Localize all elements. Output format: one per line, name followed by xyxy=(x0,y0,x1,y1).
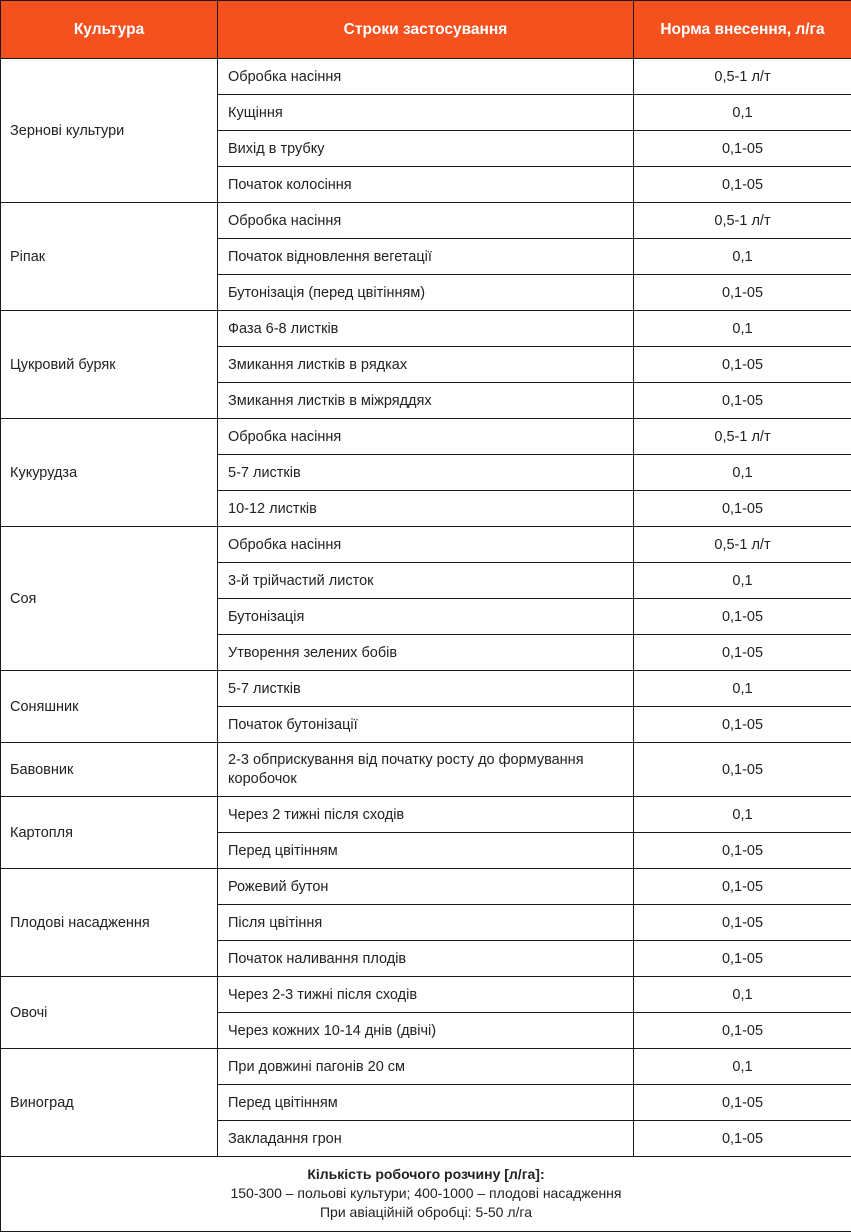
table-row xyxy=(1,797,851,833)
rate-cell: 0,1-05 xyxy=(634,131,851,167)
rate-cell: 0,1 xyxy=(634,455,851,491)
crop-cell: Картопля xyxy=(1,797,218,869)
rate-cell: 0,1 xyxy=(634,311,851,347)
crop-cell: Плодові насадження xyxy=(1,869,218,977)
crop-cell: Бавовник xyxy=(1,743,218,797)
rate-cell: 0,5-1 л/т xyxy=(634,419,851,455)
stage-cell: 10-12 листків xyxy=(218,491,634,527)
rate-cell: 0,1-05 xyxy=(634,833,851,869)
stage-cell: При довжині пагонів 20 см xyxy=(218,1049,634,1085)
rate-cell: 0,1-05 xyxy=(634,347,851,383)
rate-cell: 0,1-05 xyxy=(634,167,851,203)
stage-cell: Закладання грон xyxy=(218,1121,634,1157)
rate-cell: 0,1 xyxy=(634,671,851,707)
table-row xyxy=(1,527,851,563)
header-timing: Строки застосування xyxy=(218,1,634,59)
rate-cell: 0,1-05 xyxy=(634,869,851,905)
rate-cell: 0,1 xyxy=(634,1049,851,1085)
stage-cell: 5-7 листків xyxy=(218,455,634,491)
rate-cell: 0,1 xyxy=(634,95,851,131)
stage-cell: Після цвітіння xyxy=(218,905,634,941)
rate-cell: 0,1-05 xyxy=(634,1085,851,1121)
rate-cell: 0,1-05 xyxy=(634,635,851,671)
stage-cell: Фаза 6-8 листків xyxy=(218,311,634,347)
rate-cell: 0,1 xyxy=(634,797,851,833)
table-body xyxy=(1,59,851,1157)
stage-cell: Початок бутонізації xyxy=(218,707,634,743)
rate-cell: 0,5-1 л/т xyxy=(634,527,851,563)
rate-cell: 0,1-05 xyxy=(634,1121,851,1157)
stage-cell: Через 2 тижні після сходів xyxy=(218,797,634,833)
stage-cell: Через 2-3 тижні після сходів xyxy=(218,977,634,1013)
rate-cell: 0,1-05 xyxy=(634,599,851,635)
rate-cell: 0,1 xyxy=(634,563,851,599)
stage-cell: 3-й трійчастий листок xyxy=(218,563,634,599)
footer-line-aviation: При авіаційній обробці: 5-50 л/га xyxy=(11,1203,841,1222)
footer-line-field-crops: 150-300 – польові культури; 400-1000 – плодові насадження xyxy=(11,1184,841,1203)
stage-cell: Бутонізація (перед цвітінням) xyxy=(218,275,634,311)
footer-title: Кількість робочого розчину [л/га]: xyxy=(11,1165,841,1184)
header-rate: Норма внесення, л/га xyxy=(634,1,851,59)
table-row xyxy=(1,977,851,1013)
rate-cell: 0,1-05 xyxy=(634,1013,851,1049)
table-row xyxy=(1,1049,851,1085)
crop-cell: Соя xyxy=(1,527,218,671)
stage-cell: Вихід в трубку xyxy=(218,131,634,167)
rate-cell: 0,1-05 xyxy=(634,491,851,527)
stage-cell: Змикання листків в міжряддях xyxy=(218,383,634,419)
crop-cell: Овочі xyxy=(1,977,218,1049)
stage-cell: Початок наливання плодів xyxy=(218,941,634,977)
rate-cell: 0,1 xyxy=(634,977,851,1013)
rate-cell: 0,1 xyxy=(634,239,851,275)
rate-cell: 0,1-05 xyxy=(634,707,851,743)
stage-cell: Обробка насіння xyxy=(218,419,634,455)
rate-cell: 0,1-05 xyxy=(634,905,851,941)
crop-cell: Цукровий буряк xyxy=(1,311,218,419)
crop-cell: Ріпак xyxy=(1,203,218,311)
working-solution-note xyxy=(1,1157,851,1232)
stage-cell: Обробка насіння xyxy=(218,203,634,239)
rate-cell: 0,5-1 л/т xyxy=(634,203,851,239)
header-row xyxy=(1,1,851,59)
table-row xyxy=(1,59,851,95)
stage-cell: Рожевий бутон xyxy=(218,869,634,905)
crop-cell: Соняшник xyxy=(1,671,218,743)
stage-cell: Перед цвітінням xyxy=(218,1085,634,1121)
table-row xyxy=(1,671,851,707)
table-header xyxy=(1,1,851,59)
stage-cell: Перед цвітінням xyxy=(218,833,634,869)
stage-cell: Обробка насіння xyxy=(218,527,634,563)
stage-cell: 5-7 листків xyxy=(218,671,634,707)
rate-cell: 0,1-05 xyxy=(634,941,851,977)
stage-cell: Змикання листків в рядках xyxy=(218,347,634,383)
stage-cell: Початок відновлення вегетації xyxy=(218,239,634,275)
stage-cell: Кущіння xyxy=(218,95,634,131)
rate-cell: 0,1-05 xyxy=(634,383,851,419)
stage-cell: Бутонізація xyxy=(218,599,634,635)
table-row xyxy=(1,419,851,455)
rate-cell: 0,1-05 xyxy=(634,743,851,797)
footer-row xyxy=(1,1157,851,1232)
stage-cell: Початок колосіння xyxy=(218,167,634,203)
rate-cell: 0,5-1 л/т xyxy=(634,59,851,95)
stage-cell: Утворення зелених бобів xyxy=(218,635,634,671)
stage-cell: 2-3 обприскування від початку росту до формування коробочок xyxy=(218,743,634,797)
crop-cell: Зернові культури xyxy=(1,59,218,203)
stage-cell: Обробка насіння xyxy=(218,59,634,95)
table-row xyxy=(1,869,851,905)
table-row xyxy=(1,743,851,797)
table-footer xyxy=(1,1157,851,1232)
stage-cell: Через кожних 10-14 днів (двічі) xyxy=(218,1013,634,1049)
rate-cell: 0,1-05 xyxy=(634,275,851,311)
crop-cell: Кукурудза xyxy=(1,419,218,527)
table-row xyxy=(1,203,851,239)
header-crop: Культура xyxy=(1,1,218,59)
crop-cell: Виноград xyxy=(1,1049,218,1157)
table-row xyxy=(1,311,851,347)
